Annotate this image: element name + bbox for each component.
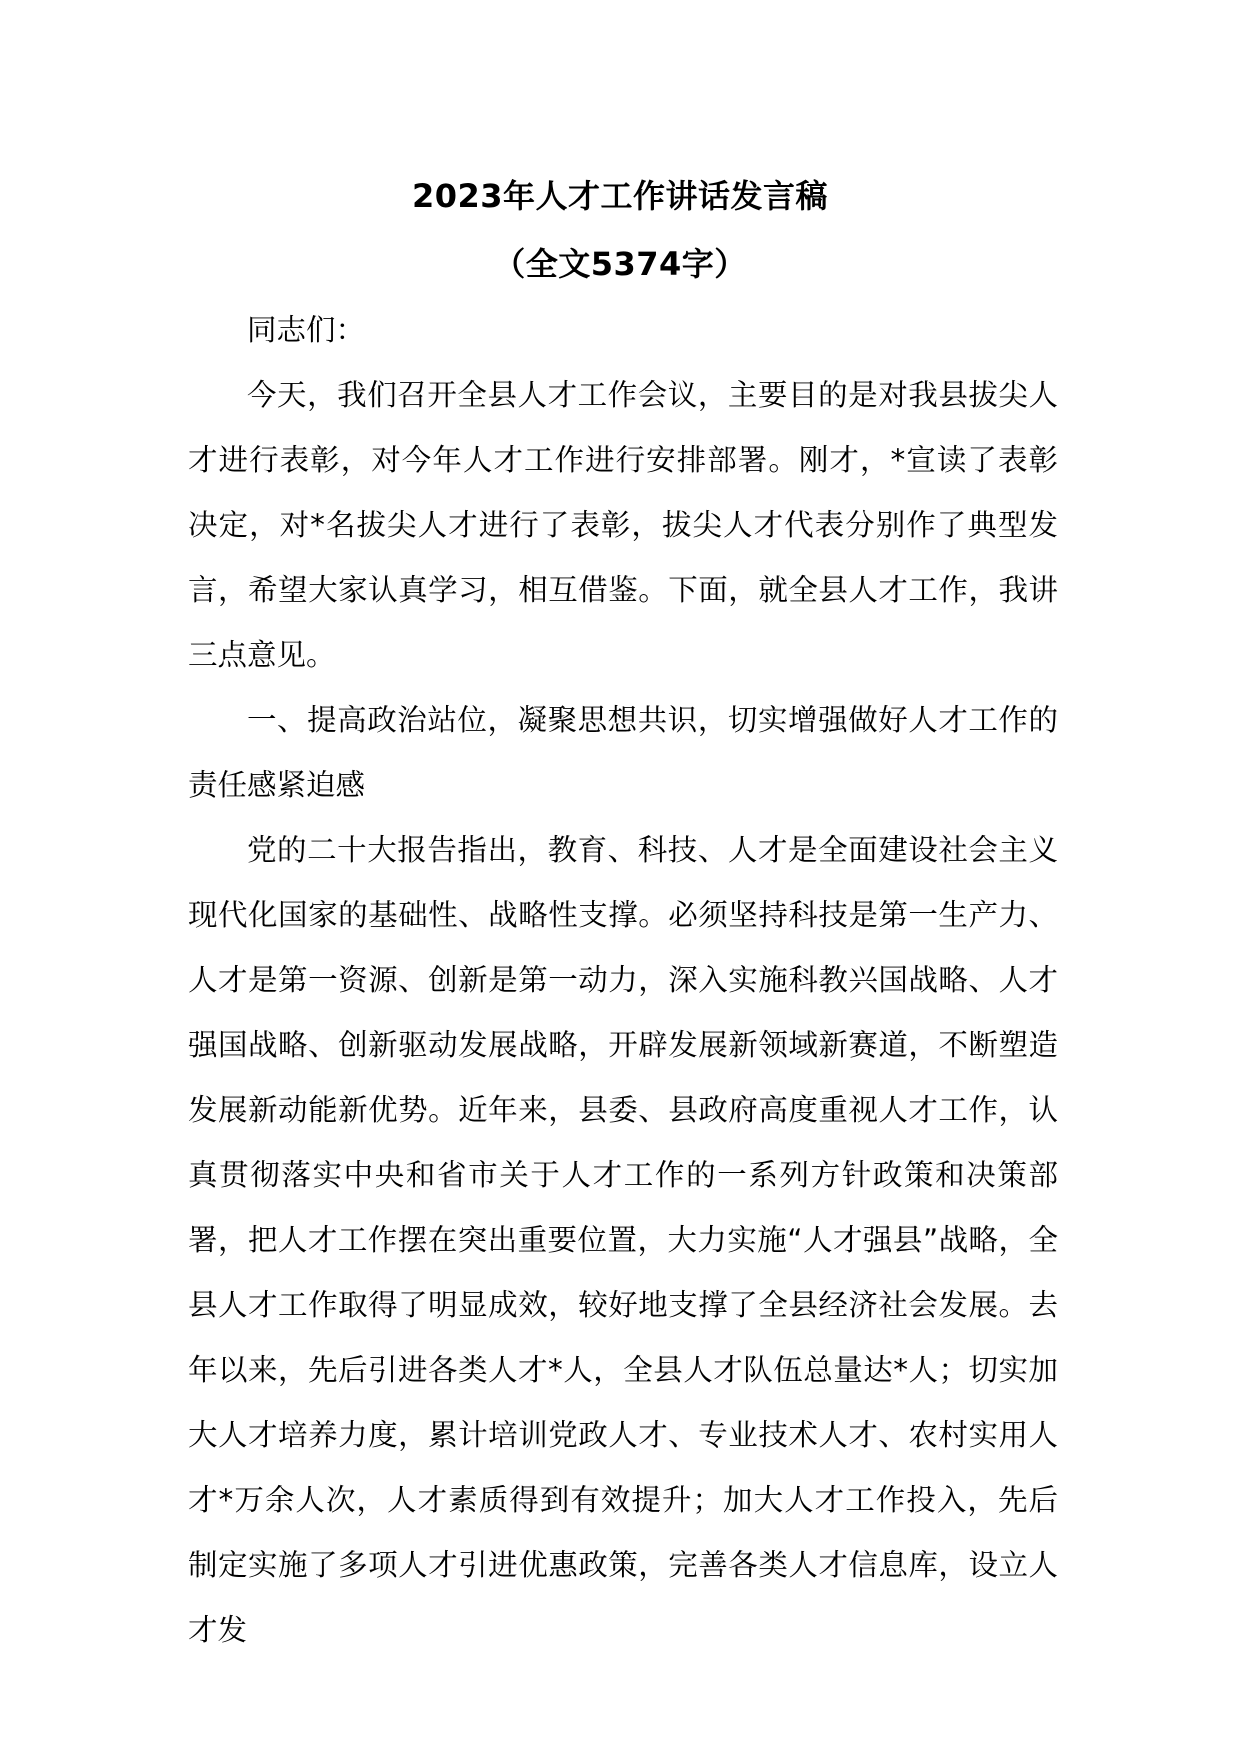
- body-paragraph: 党的二十大报告指出，教育、科技、人才是全面建设社会主义现代化国家的基础性、战略性支撑。必须坚持科技是第一生产力、人才是第一资源、创新是第一动力，深入实施科教兴国战略、人才强国战略、创新驱动发展战略，开辟发展新领域新赛道，不断塑造发展新动能新优势。近年来，县委、县政府高度重视人才工作，认真贯彻落实中央和省市关于人才工作的一系列方针政策和决策部署，把人才工作摆在突出重要位置，大力实施“人才强县”战略，全县人才工作取得了明显成效，较好地支撑了全县经济社会发展。去年以来，先后引进各类人才*人，全县人才队伍总量达*人；切实加大人才培养力度，累计培训党政人才、专业技术人才、农村实用人才*万余人次，人才素质得到有效提升；加大人才工作投入，先后制定实施了多项人才引进优惠政策，完善各类人才信息库，设立人才发: [188, 833, 1058, 1647]
- document-subtitle: （全文5374字）: [493, 245, 747, 283]
- salutation-paragraph: 同志们：: [247, 313, 366, 347]
- document-body: [188, 298, 1058, 1663]
- section-heading: 一、提高政治站位，凝聚思想共识，切实增强做好人才工作的责任感紧迫感: [188, 703, 1058, 802]
- document-title: 2023年人才工作讲话发言稿: [411, 177, 829, 215]
- intro-paragraph: 今天，我们召开全县人才工作会议，主要目的是对我县拔尖人才进行表彰，对今年人才工作进行安排部署。刚才，*宣读了表彰决定，对*名拔尖人才进行了表彰，拔尖人才代表分别作了典型发言，希望大家认真学习，相互借鉴。下面，就全县人才工作，我讲三点意见。: [188, 378, 1058, 672]
